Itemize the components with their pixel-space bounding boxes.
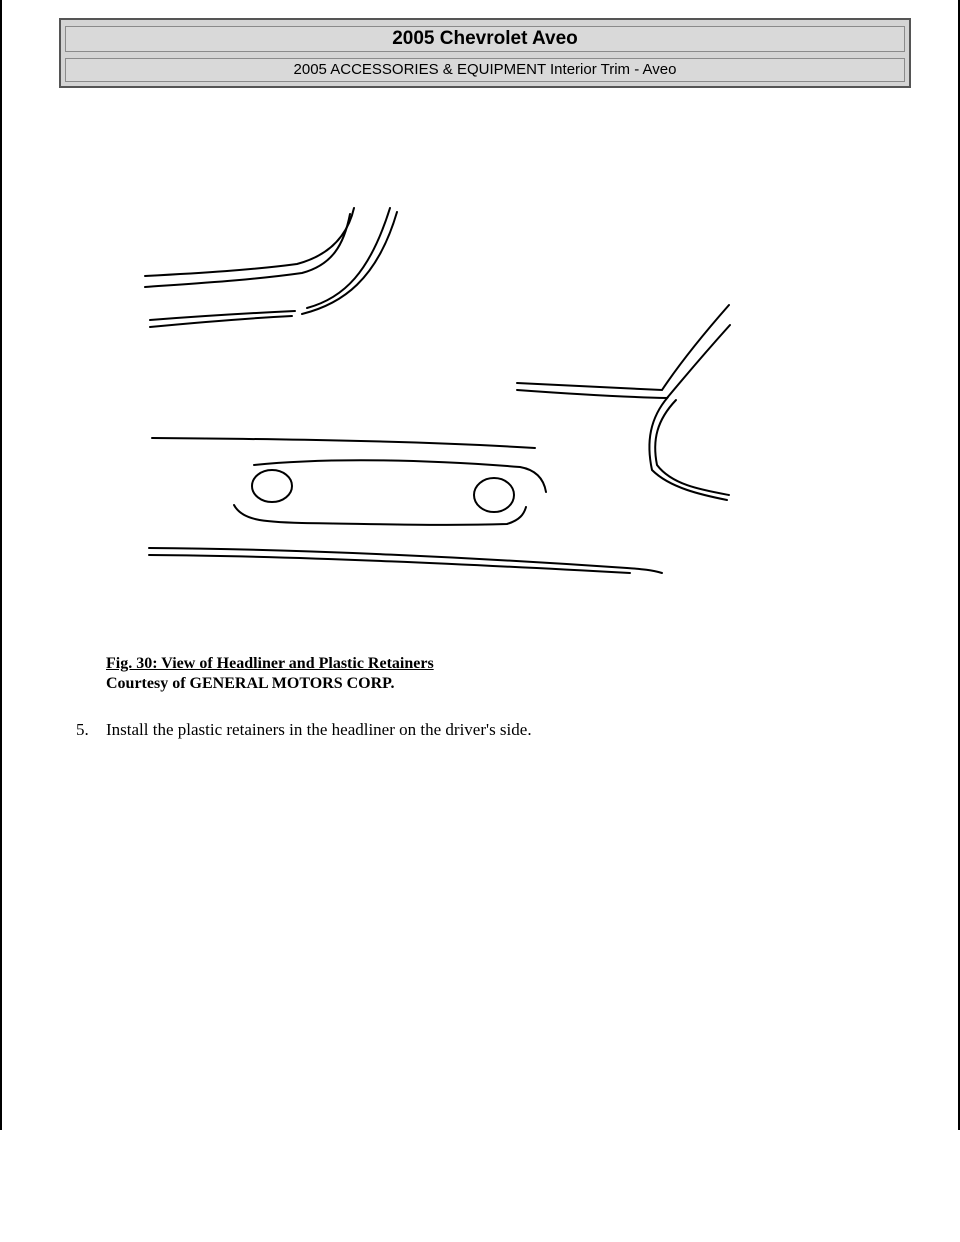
footer-band <box>0 1130 960 1242</box>
step-number: 5. <box>76 720 89 739</box>
headliner-illustration <box>132 200 742 585</box>
trim-line-upper-1 <box>145 208 354 276</box>
step-text: Install the plastic retainers in the headliner on the driver's side. <box>106 720 532 739</box>
retainer-panel-top <box>254 460 546 492</box>
figure-caption: Fig. 30: View of Headliner and Plastic Retainers <box>106 655 434 672</box>
figure-courtesy: Courtesy of GENERAL MOTORS CORP. <box>106 675 395 692</box>
plastic-retainer-right <box>474 478 514 512</box>
header-title: 2005 Chevrolet Aveo <box>65 26 905 52</box>
headliner-top-edge <box>152 438 535 448</box>
document-header <box>59 18 911 88</box>
pillar-line-2 <box>517 325 730 398</box>
trim-line-upper-2 <box>145 214 350 287</box>
procedure-step <box>76 719 532 741</box>
pillar-line-1 <box>517 305 729 390</box>
trim-line-upper-3 <box>150 311 295 320</box>
header-subtitle: 2005 ACCESSORIES & EQUIPMENT Interior Trim - Aveo <box>65 58 905 82</box>
headliner-bottom-edge-1 <box>149 548 662 573</box>
plastic-retainer-left <box>252 470 292 502</box>
